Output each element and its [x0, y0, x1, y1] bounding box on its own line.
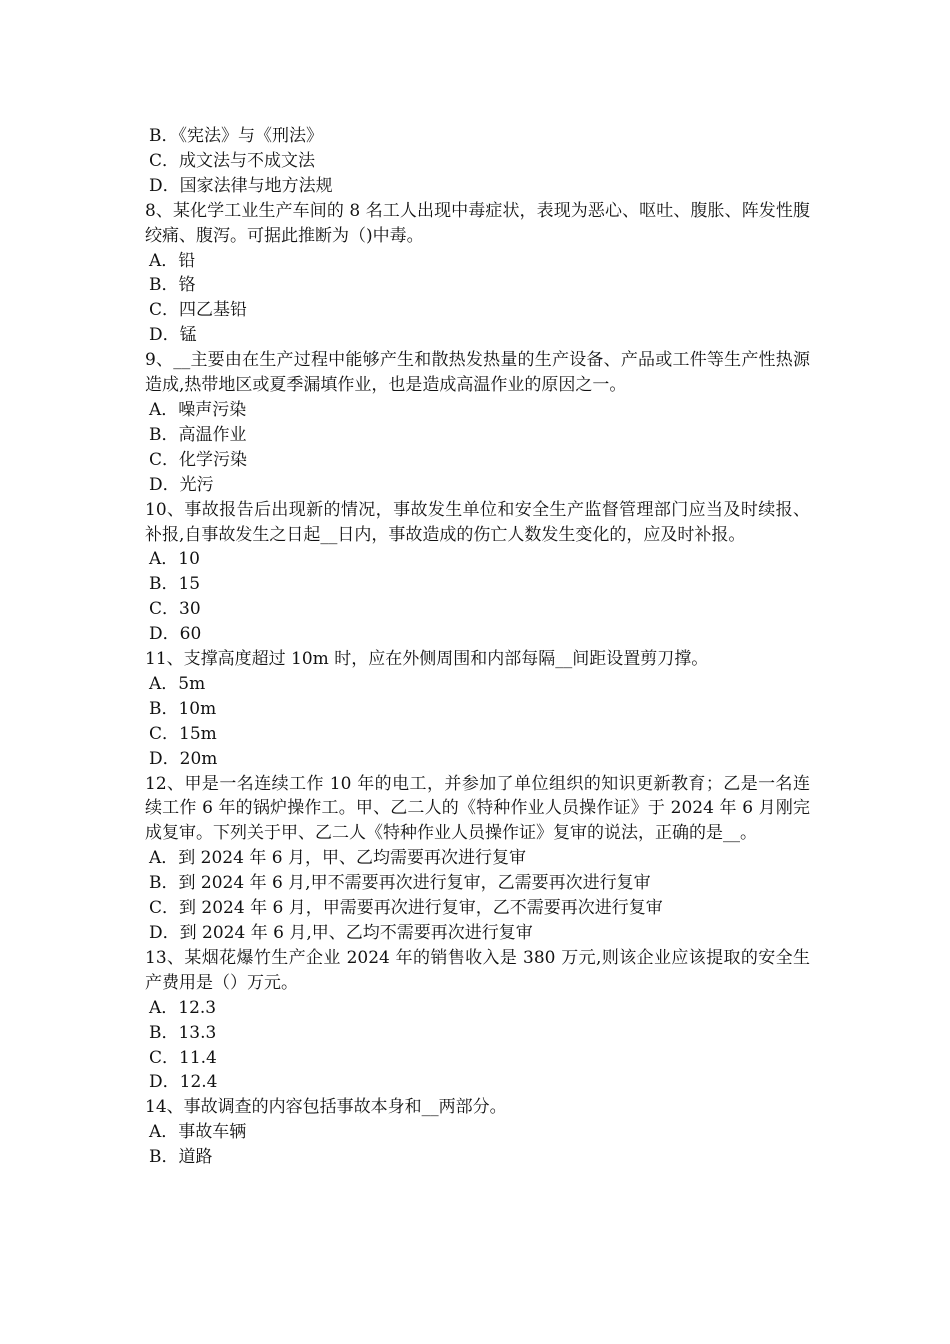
option-a: A．10 — [149, 549, 200, 570]
option-a: A．铅 — [149, 250, 196, 271]
option-a: A．噪声污染 — [149, 399, 247, 420]
question-text: 11、支撑高度超过 10m 时，应在外侧周围和内部每隔__间距设置剪刀撑。 — [145, 649, 709, 670]
question-text: 14、事故调查的内容包括事故本身和__两部分。 — [145, 1097, 507, 1118]
option-a: A．事故车辆 — [149, 1122, 247, 1143]
question-text: 8、某化学工业生产车间的 8 名工人出现中毒症状，表现为恶心、呕吐、腹胀、阵发性腹绞痛、腹泻。可据此推断为（)中毒。 — [145, 200, 810, 246]
option-b: B．10m — [149, 698, 217, 719]
option-b: B．高温作业 — [149, 424, 247, 445]
option-b: B．道路 — [149, 1147, 213, 1168]
option-a: A．到 2024 年 6 月，甲、乙均需要再次进行复审 — [149, 848, 526, 869]
option-b: B．铬 — [149, 275, 196, 296]
question-9 — [145, 348, 810, 497]
question-8 — [145, 199, 810, 348]
option-c: C．化学污染 — [149, 449, 248, 470]
document-body — [145, 124, 810, 1170]
question-12 — [145, 772, 810, 946]
question-text: 12、甲是一名连续工作 10 年的电工，并参加了单位组织的知识更新教育；乙是一名连续工作 6 年的锅炉操作工。甲、乙二人的《特种作业人员操作证》于 2024 年 6 月刚完成复审。下列关于甲、乙二人《特种作业人员操作证》复审的说法，正确的是__。 — [145, 773, 810, 844]
question-13 — [145, 946, 810, 1095]
option-c: C．11.4 — [149, 1047, 217, 1068]
previous-question-options — [145, 124, 810, 199]
option-b: B．13.3 — [149, 1022, 217, 1043]
option-c: C．四乙基铅 — [149, 300, 248, 321]
option-d: D．到 2024 年 6 月,甲、乙均不需要再次进行复审 — [149, 923, 533, 943]
option-b: B．《宪法》与《刑法》 — [149, 126, 323, 146]
question-11 — [145, 647, 810, 772]
option-c: C．到 2024 年 6 月，甲需要再次进行复审，乙不需要再次进行复审 — [149, 898, 663, 919]
question-text: 9、__主要由在生产过程中能够产生和散热发热量的生产设备、产品或工件等生产性热源造成,热带地区或夏季漏填作业，也是造成高温作业的原因之一。 — [145, 350, 810, 396]
option-d: D．12.4 — [149, 1072, 218, 1093]
option-c: C．成文法与不成文法 — [149, 150, 316, 171]
option-a: A．12.3 — [149, 997, 217, 1018]
question-10 — [145, 498, 810, 647]
option-c: C．30 — [149, 599, 201, 620]
option-d: D．20m — [149, 748, 218, 769]
option-a: A．5m — [149, 673, 206, 694]
option-c: C．15m — [149, 723, 217, 744]
question-text: 13、某烟花爆竹生产企业 2024 年的销售收入是 380 万元,则该企业应该提取的安全生产费用是（）万元。 — [145, 947, 810, 993]
option-b: B．到 2024 年 6 月,甲不需要再次进行复审，乙需要再次进行复审 — [149, 873, 651, 894]
option-d: D．光污 — [149, 474, 214, 495]
option-d: D．60 — [149, 624, 202, 645]
option-b: B．15 — [149, 574, 201, 595]
question-text: 10、事故报告后出现新的情况，事故发生单位和安全生产监督管理部门应当及时续报、补报,自事故发生之日起__日内，事故造成的伤亡人数发生变化的，应及时补报。 — [145, 499, 810, 545]
option-d: D．锰 — [149, 325, 197, 346]
question-14 — [145, 1095, 810, 1170]
option-d: D．国家法律与地方法规 — [149, 175, 333, 196]
